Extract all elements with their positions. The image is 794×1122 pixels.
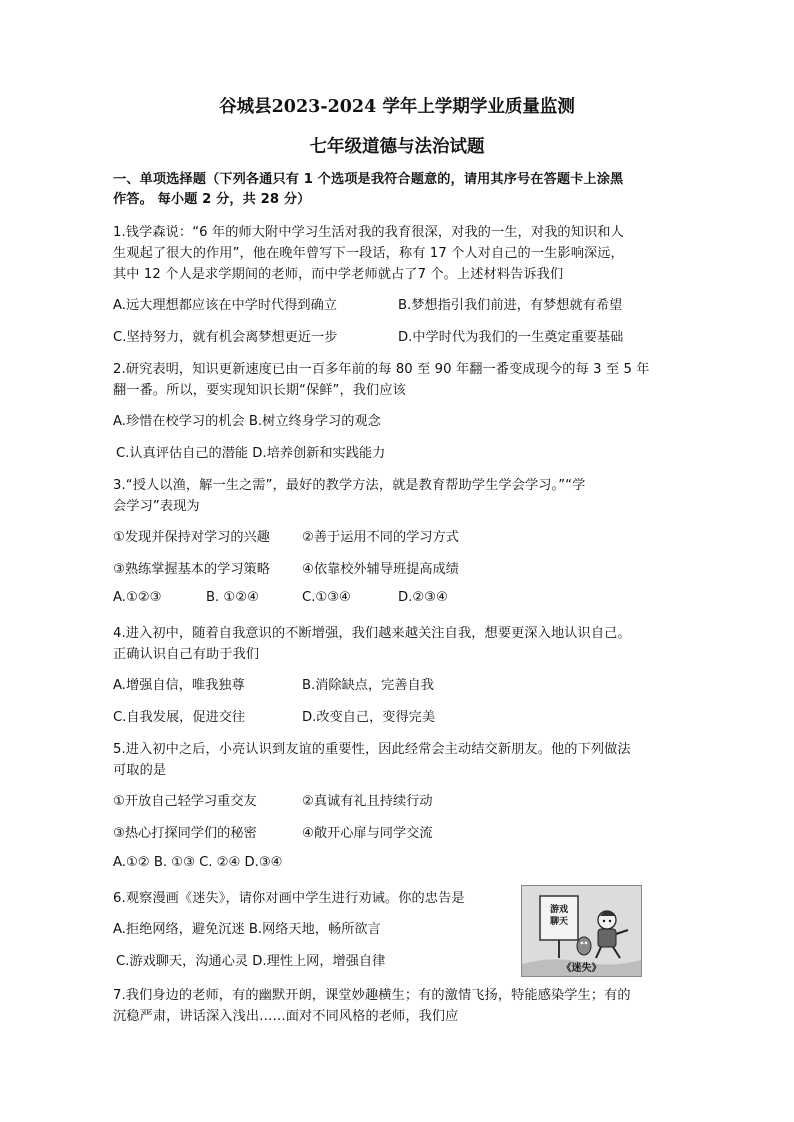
q1-stem-line: 其中 12 个人是求学期间的老师，而中学老师就占了7 个。上述材料告诉我们: [113, 267, 564, 282]
q3-stem-line: 3.“授人以渔，解一生之需”，最好的教学方法，就是教育帮助学生学会学习。”“学: [113, 478, 586, 493]
q4-option-d: D.改变自己，变得完美: [302, 710, 436, 725]
q3-item-3: ③熟练掌握基本的学习策略: [113, 562, 270, 577]
exam-subtitle: 七年级道德与法治试题: [309, 137, 485, 157]
q2-options-ab: A.珍惜在校学习的机会 B.树立终身学习的观念: [113, 414, 381, 429]
q1-option-d: D.中学时代为我们的一生奠定重要基础: [398, 330, 624, 345]
section-heading-cont: 作答。 每小题 2 分，共 28 分）: [113, 192, 311, 207]
q2-stem-line: 2.研究表明，知识更新速度已由一百多年前的每 80 至 90 年翻一番变成现今的每 3 至 5 年: [113, 362, 650, 377]
q5-options: A.①② B. ①③ C. ②④ D.③④: [113, 855, 283, 870]
q5-item-2: ②真诚有礼且持续行动: [302, 794, 433, 809]
q4-stem-line: 4.进入初中，随着自我意识的不断增强，我们越来越关注自我，想要更深入地认识自己。: [113, 626, 631, 641]
q3-stem-line: 会学习”表现为: [113, 499, 200, 514]
q5-item-4: ④敞开心扉与同学交流: [302, 826, 433, 841]
q5-item-1: ①开放自己轻学习重交友: [113, 794, 257, 809]
q3-item-4: ④依靠校外辅导班提高成绩: [302, 562, 459, 577]
q4-stem-line: 正确认识自己有助于我们: [113, 647, 260, 662]
q4-option-b: B.消除缺点，完善自我: [302, 678, 434, 693]
q1-option-a: A.远大理想都应该在中学时代得到确立: [113, 298, 337, 313]
cartoon-caption: 《迷失》: [561, 963, 602, 974]
q3-item-1: ①发现并保持对学习的兴趣: [113, 530, 270, 545]
q4-option-c: C.自我发展，促进交往: [113, 710, 246, 725]
q3-option-b: B. ①②④: [206, 590, 259, 605]
q6-options-cd: C.游戏聊天，沟通心灵 D.理性上网，增强自律: [116, 954, 386, 969]
q5-item-3: ③热心打探同学们的秘密: [113, 826, 257, 841]
cartoon-image: [521, 885, 642, 977]
q6-stem: 6.观察漫画《迷失》，请你对画中学生进行劝诫。你的忠告是: [113, 891, 465, 906]
q7-stem-line: 7.我们身边的老师，有的幽默开朗，课堂妙趣横生；有的激情飞扬，特能感染学生；有的: [113, 988, 631, 1003]
q4-option-a: A.增强自信，唯我独尊: [113, 678, 245, 693]
q3-option-d: D.②③④: [398, 590, 448, 605]
q1-stem-line: 生观起了很大的作用”，他在晚年曾写下一段话，称有 17 个人对自己的一生影响深远，: [113, 246, 624, 261]
q1-stem-line: 1.钱学森说：“6 年的师大附中学习生活对我的我育很深，对我的一生，对我的知识和人: [113, 225, 624, 240]
cartoon-sign-text: 游戏: [549, 905, 569, 915]
q3-option-c: C.①③④: [302, 590, 351, 605]
q5-stem-line: 5.进入初中之后，小亮认识到友谊的重要性，因此经常会主动结交新朋友。他的下列做法: [113, 742, 631, 757]
exam-title: 谷城县2023-2024 学年上学期学业质量监测: [219, 97, 575, 117]
q2-options-cd: C.认真评估自己的潜能 D.培养创新和实践能力: [116, 446, 386, 461]
q7-stem-line: 沉稳严肃，讲话深入浅出……面对不同风格的老师，我们应: [113, 1009, 459, 1024]
q3-option-a: A.①②③: [113, 590, 162, 605]
q2-stem-line: 翻一番。所以，要实现知识长期“保鲜”，我们应该: [113, 383, 406, 398]
q5-stem-line: 可取的是: [113, 763, 167, 778]
section-heading: 一、单项选择题（下列各通只有 1 个选项是我符合题意的，请用其序号在答题卡上涂黑: [113, 172, 624, 187]
q3-item-2: ②善于运用不同的学习方式: [302, 530, 459, 545]
q1-option-b: B.梦想指引我们前进，有梦想就有希望: [398, 298, 623, 313]
q1-option-c: C.坚持努力，就有机会离梦想更近一步: [113, 330, 338, 345]
q6-options-ab: A.拒绝网络，避免沉迷 B.网络天地，畅所欲言: [113, 922, 381, 937]
cartoon-sign-text: 聊天: [549, 917, 569, 927]
